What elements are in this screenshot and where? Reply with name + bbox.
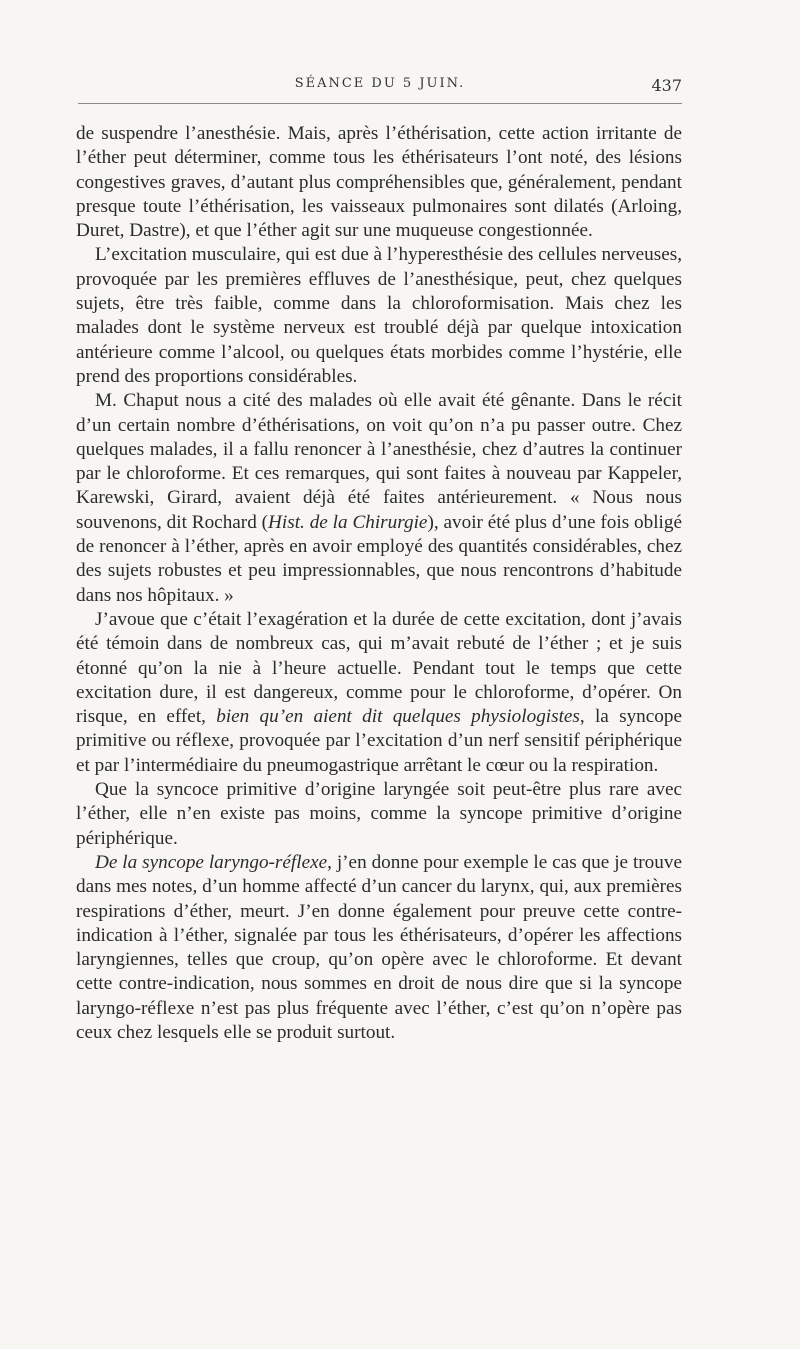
emphasis-italic: De la syncope laryngo-réflexe bbox=[95, 851, 328, 873]
text-run: , j’en donne pour exemple le cas que je trouve dans mes notes, d’un homme affecté d’un cancer du larynx, qui, aux premières respirations d’éther, meurt. J’en donne également pour preuve cette contre-indication à l’éther, signalée par tous les éthérisateurs, d’opérer les affections laryngiennes, telles que croup, qu’on opère avec le chloroforme. Et devant cette contre-indication, nous sommes en droit de nous dire que si la syncope laryngo-réflexe n’est pas plus fréquente avec l’éther, c’est qu’on n’opère pas ceux chez lesquels elle se produit surtout. bbox=[76, 851, 682, 1043]
text-run: J’avoue que c’était l’exagération et la durée de cette excitation, dont j’avais été témoin dans de nombreux cas, qui m’avait rebuté de l’éther ; et je suis étonné qu’on la nie à l’heure actuelle. Pendant tout le temps que cette excitation dure, il est dangereux, comme pour le chloroforme, d’opérer. On risque, en effet, bbox=[76, 608, 682, 728]
paragraph bbox=[76, 389, 682, 608]
page-number: 437 bbox=[651, 76, 682, 95]
body-text bbox=[76, 122, 682, 1045]
text-run: L’excitation musculaire, qui est due à l’hyperesthésie des cellules nerveuses, provoquée par les premières effluves de l’anesthésique, peut, chez quelques sujets, être très faible, comme dans la chloroformisation. Mais chez les malades dont le système nerveux est troublé déjà par quelque intoxication antérieure comme l’alcool, ou quelques états morbides comme l’hystérie, elle prend des proportions considérables. bbox=[76, 244, 682, 387]
text-run: de suspendre l’anesthésie. Mais, après l’éthérisation, cette action irritante de l’éther peut déterminer, comme tous les éthérisateurs l’ont noté, des lésions congestives graves, d’autant plus compréhensibles que, généralement, pendant presque toute l’éthérisation, les vaisseaux pulmonaires sont dilatés (Arloing, Duret, Dastre), et que l’éther agit sur une muqueuse congestionnée. bbox=[76, 123, 682, 242]
text-run: ), avoir été plus d’une fois obligé de renoncer à l’éther, après en avoir employé des quantités considérables, chez des sujets robustes et peu impressionnables, que nous rencontrons d’habitude dans nos hôpitaux. » bbox=[76, 511, 682, 606]
text-run: , la syncope primitive ou réflexe, provoquée par l’excitation d’un nerf sensitif périphérique et par l’intermédiaire du pneumogastrique arrêtant le cœur ou la respiration. bbox=[76, 706, 682, 776]
running-head bbox=[78, 76, 682, 102]
text-run: Que la syncoce primitive d’origine laryngée soit peut-être plus rare avec l’éther, elle n’en existe pas moins, comme la syncope primitive d’origine périphérique. bbox=[76, 779, 682, 849]
paragraph bbox=[76, 608, 682, 778]
paragraph bbox=[76, 122, 682, 243]
paragraph bbox=[76, 243, 682, 389]
text-run: M. Chaput nous a cité des malades où elle avait été gênante. Dans le récit d’un certain nombre d’éthérisations, on voit qu’on n’a pu passer outre. Chez quelques malades, il a fallu renoncer à l’anesthésie, chez d’autres la continuer par le chloroforme. Et ces remarques, qui sont faites à nouveau par Kappeler, Karewski, Girard, avaient déjà été faites antérieurement. « Nous nous souvenons, dit Rochard ( bbox=[76, 390, 682, 533]
header-rule bbox=[78, 103, 682, 104]
book-title-italic: Hist. de la Chirurgie bbox=[268, 511, 428, 533]
paragraph bbox=[76, 778, 682, 851]
emphasis-italic: bien qu’en aient dit quelques physiologistes bbox=[216, 706, 580, 728]
paragraph bbox=[76, 851, 682, 1045]
running-title: SÉANCE DU 5 JUIN. bbox=[294, 76, 466, 91]
